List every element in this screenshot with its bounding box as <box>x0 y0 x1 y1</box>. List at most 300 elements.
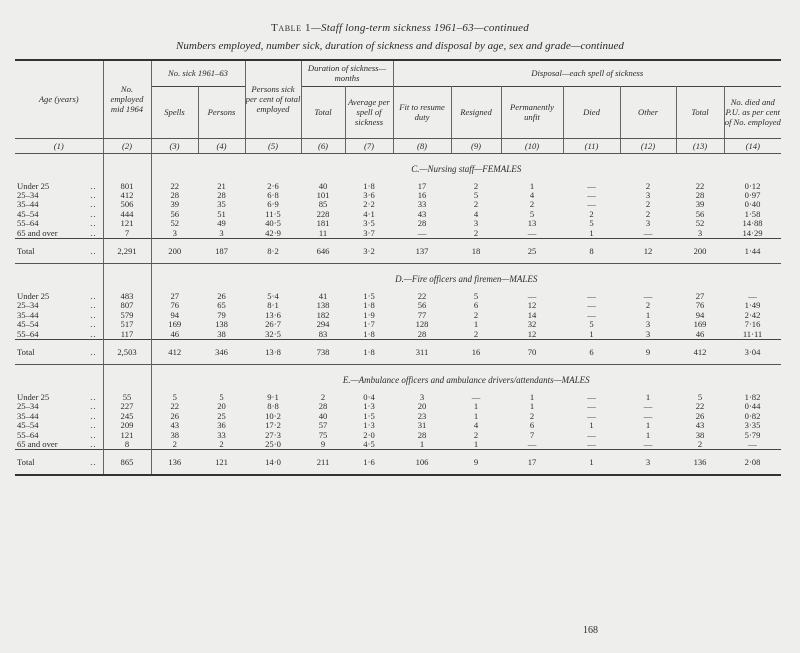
column-number: (4) <box>198 138 245 153</box>
total-value: 6 <box>563 339 620 364</box>
value-cell: 1 <box>473 411 479 421</box>
value-cell: 6·9 <box>267 200 279 210</box>
value-cell: 138 <box>316 301 330 311</box>
value-cell: 2 <box>473 329 479 339</box>
total-value: 14·0 <box>245 450 301 476</box>
table-row <box>15 421 781 430</box>
header-resigned: Resigned <box>451 86 501 138</box>
value-cell: 1 <box>645 430 651 440</box>
value-cell: 1 <box>473 402 479 412</box>
value-cell: 3 <box>419 392 425 402</box>
value-cell: 27 <box>170 291 180 301</box>
header-spells: Spells <box>151 86 198 138</box>
total-value: 136 <box>676 450 724 476</box>
section-title: D.—Fire officers and firemen—MALES <box>395 273 538 284</box>
value-cell: 26 <box>170 411 180 421</box>
value-cell: 94 <box>695 310 705 320</box>
age-cell: 65 and over .. <box>15 440 103 450</box>
total-label-text: Total <box>17 346 35 357</box>
value-cell: 2 <box>529 411 535 421</box>
value-cell: 1 <box>473 320 479 330</box>
value-cell: 2 <box>529 200 535 210</box>
section-title-row <box>15 263 781 284</box>
spacer-cell <box>103 385 151 393</box>
age-cell: 45–54 .. <box>15 320 103 329</box>
value-cell: 83 <box>318 329 328 339</box>
age-label: 45–54 <box>17 320 39 330</box>
header-disp-total: Total <box>676 86 724 138</box>
value-cell: 2·6 <box>267 181 279 191</box>
section-title: E.—Ambulance officers and ambulance drivers/attendants—MALES <box>342 374 590 385</box>
column-number: (1) <box>15 138 103 153</box>
header-total: Total <box>301 86 345 138</box>
column-number: (2) <box>103 138 151 153</box>
value-cell: 2 <box>645 301 651 311</box>
value-cell: — <box>587 301 596 311</box>
value-cell: 3 <box>645 219 651 229</box>
value-cell: 22 <box>170 402 180 412</box>
header-unfit: Permanently unfit <box>501 86 563 138</box>
value-cell: 57 <box>318 421 328 431</box>
header-persons: Persons <box>198 86 245 138</box>
age-label: 55–64 <box>17 430 39 440</box>
value-cell: 801 <box>103 182 151 191</box>
header-pct-sick: Persons sick per cent of total employed <box>245 60 301 138</box>
value-cell: 1·49 <box>744 301 761 311</box>
spacer-cell <box>103 174 151 182</box>
value-cell: 5·79 <box>744 430 761 440</box>
value-cell: 5 <box>219 392 224 402</box>
value-cell: 28 <box>318 402 328 412</box>
total-value: 187 <box>198 238 245 263</box>
value-cell: 56 <box>417 301 427 311</box>
value-cell: 444 <box>103 210 151 219</box>
total-value: 738 <box>301 339 345 364</box>
total-value: 3·2 <box>345 238 393 263</box>
spacer-cell <box>15 174 103 182</box>
spacer-cell <box>151 284 781 292</box>
value-cell: — <box>587 402 596 412</box>
section-title-row <box>15 153 781 174</box>
value-cell: 1 <box>529 181 535 191</box>
total-value: 121 <box>198 450 245 476</box>
value-cell: 32·5 <box>265 329 281 339</box>
age-cell: 45–54 .. <box>15 210 103 219</box>
value-cell: — <box>587 291 596 301</box>
value-cell: 6 <box>473 301 479 311</box>
total-value: 1·6 <box>345 450 393 476</box>
spacer-cell <box>103 284 151 292</box>
value-cell: 228 <box>316 209 330 219</box>
total-value: 412 <box>676 339 724 364</box>
value-cell: 2 <box>473 228 479 238</box>
spacer-cell <box>103 153 151 174</box>
value-cell: — <box>471 392 481 402</box>
value-cell: 245 <box>103 412 151 421</box>
value-cell: 14 <box>527 310 537 320</box>
spacer-row <box>15 284 781 292</box>
value-cell: 2 <box>473 181 479 191</box>
value-cell: 2 <box>645 181 651 191</box>
value-cell: 11·5 <box>265 209 281 219</box>
value-cell: 27·3 <box>265 430 281 440</box>
total-value: 346 <box>198 339 245 364</box>
header-fit: Fit to resume duty <box>393 86 451 138</box>
value-cell: 12 <box>527 329 537 339</box>
value-cell: 1·58 <box>744 209 761 219</box>
total-value: 16 <box>451 339 501 364</box>
spacer-cell <box>15 263 103 284</box>
value-cell: 14·88 <box>742 219 763 229</box>
value-cell: 12 <box>527 301 537 311</box>
value-cell: 1·9 <box>363 310 375 320</box>
value-cell: 26 <box>217 291 226 301</box>
value-cell: 3·5 <box>363 219 375 229</box>
column-number: (10) <box>501 138 563 153</box>
value-cell: — <box>587 440 596 449</box>
value-cell: 43 <box>417 209 427 219</box>
age-label: 45–54 <box>17 421 39 431</box>
age-label: 25–34 <box>17 190 39 200</box>
value-cell: 51 <box>217 209 226 219</box>
spacer-cell <box>103 263 151 284</box>
value-cell: 76 <box>170 301 180 311</box>
value-cell: 506 <box>103 200 151 209</box>
value-cell: 1·8 <box>363 181 375 191</box>
value-cell: 517 <box>103 320 151 329</box>
value-cell: — <box>527 228 537 238</box>
total-label: Total .. <box>15 450 103 476</box>
value-cell: 79 <box>217 310 226 320</box>
total-label-text: Total <box>17 245 35 256</box>
value-cell: 28 <box>417 329 427 339</box>
value-cell: 1 <box>589 421 594 431</box>
value-cell: 56 <box>170 209 180 219</box>
header-duration-group: Duration of sickness—months <box>301 60 393 86</box>
value-cell: 1 <box>645 392 651 402</box>
value-cell: 209 <box>103 421 151 430</box>
value-cell: — <box>748 440 757 449</box>
value-cell: — <box>643 228 653 238</box>
value-cell: 5 <box>697 392 703 402</box>
value-cell: 4 <box>473 421 479 431</box>
value-cell: 3·7 <box>363 228 375 238</box>
value-cell: 1·3 <box>363 402 375 412</box>
value-cell: 3 <box>645 320 651 330</box>
page-number: 168 <box>583 625 598 636</box>
total-value: 2,291 <box>103 238 151 263</box>
value-cell: 28 <box>170 190 180 200</box>
table-row <box>15 431 781 440</box>
value-cell: 8·8 <box>267 402 279 412</box>
column-number: (7) <box>345 138 393 153</box>
header-avg: Average per spell of sickness <box>345 86 393 138</box>
column-number: (14) <box>724 138 781 153</box>
header-disposal-group: Disposal—each spell of sickness <box>393 60 781 86</box>
header-died-pct: No. died and P.U. as per cent of No. employed <box>724 86 781 138</box>
total-value: 2,503 <box>103 339 151 364</box>
section-title: C.—Nursing staff—FEMALES <box>411 163 522 174</box>
value-cell: 25 <box>217 411 226 421</box>
value-cell: 13·6 <box>265 310 281 320</box>
value-cell: 1·5 <box>363 411 375 421</box>
value-cell: 4·5 <box>363 440 375 449</box>
total-value: 2·08 <box>724 450 781 476</box>
value-cell: 2 <box>320 392 326 402</box>
value-cell: 52 <box>695 219 705 229</box>
value-cell: 1·7 <box>363 320 375 330</box>
value-cell: — <box>643 411 653 421</box>
total-value: 412 <box>151 339 198 364</box>
value-cell: 42·9 <box>265 228 281 238</box>
value-cell: 38 <box>695 430 705 440</box>
column-number: (5) <box>245 138 301 153</box>
value-cell: 2·0 <box>363 430 375 440</box>
value-cell: 5 <box>473 190 479 200</box>
value-cell: 77 <box>417 310 427 320</box>
table-row <box>15 292 781 301</box>
section-title-row <box>15 364 781 385</box>
value-cell: 5 <box>473 291 479 301</box>
value-cell: — <box>643 440 653 449</box>
value-cell: 21 <box>217 181 226 191</box>
value-cell: — <box>587 200 596 210</box>
value-cell: 2·2 <box>363 200 375 210</box>
value-cell: 121 <box>103 431 151 440</box>
value-cell: 26·7 <box>265 320 281 330</box>
age-cell: 35–44 .. <box>15 200 103 209</box>
value-cell: 26 <box>695 411 705 421</box>
table-body <box>15 138 781 475</box>
value-cell: 4 <box>529 190 535 200</box>
age-label: 35–44 <box>17 411 39 421</box>
value-cell: 8 <box>103 440 151 450</box>
spacer-row <box>15 174 781 182</box>
value-cell: 25·0 <box>265 440 281 449</box>
value-cell: 0·4 <box>363 392 375 402</box>
value-cell: 2 <box>473 310 479 320</box>
value-cell: 3 <box>219 228 224 238</box>
total-value: 106 <box>393 450 451 476</box>
header-other: Other <box>620 86 676 138</box>
age-cell: 25–34 .. <box>15 301 103 310</box>
table-row <box>15 301 781 310</box>
total-value: 311 <box>393 339 451 364</box>
value-cell: 28 <box>417 219 427 229</box>
value-cell: 32 <box>527 320 537 330</box>
value-cell: 27 <box>695 291 705 301</box>
value-cell: 182 <box>316 310 330 320</box>
table-title-text: —Staff long-term sickness 1961–63—continued <box>311 22 529 34</box>
total-value: 18 <box>451 238 501 263</box>
value-cell: 4·1 <box>363 209 375 219</box>
value-cell: 20 <box>417 402 427 412</box>
table-row <box>15 311 781 320</box>
age-label: Under 25 <box>17 181 50 191</box>
total-value: 8·2 <box>245 238 301 263</box>
table-row <box>15 320 781 329</box>
value-cell: 1 <box>589 329 594 339</box>
age-label: 45–54 <box>17 209 39 219</box>
value-cell: 2 <box>645 209 651 219</box>
value-cell: 0·44 <box>744 402 761 412</box>
total-row <box>15 339 781 364</box>
table-row <box>15 402 781 411</box>
spacer-cell <box>15 153 103 174</box>
value-cell: 55 <box>103 393 151 402</box>
column-number: (8) <box>393 138 451 153</box>
value-cell: 121 <box>103 219 151 228</box>
sickness-table <box>15 59 781 476</box>
table-title <box>0 22 800 34</box>
value-cell: 2 <box>645 200 651 210</box>
total-value: 211 <box>301 450 345 476</box>
value-cell: 5 <box>529 209 535 219</box>
age-cell: 55–64 .. <box>15 219 103 228</box>
value-cell: — <box>587 430 596 440</box>
value-cell: — <box>417 228 427 238</box>
total-value: 9 <box>620 339 676 364</box>
value-cell: 1 <box>529 392 535 402</box>
total-value: 200 <box>151 238 198 263</box>
total-value: 3·04 <box>724 339 781 364</box>
value-cell: — <box>527 291 537 301</box>
value-cell: 11·11 <box>742 329 763 339</box>
age-cell: Under 25 .. <box>15 292 103 301</box>
spacer-cell <box>151 174 781 182</box>
value-cell: — <box>587 190 596 200</box>
value-cell: — <box>748 291 757 301</box>
value-cell: 169 <box>693 320 707 330</box>
age-label: 65 and over <box>17 228 58 238</box>
value-cell: 85 <box>318 200 328 210</box>
value-cell: 20 <box>217 402 226 412</box>
value-cell: 0·40 <box>744 200 761 210</box>
value-cell: 17·2 <box>265 421 281 431</box>
value-cell: 2 <box>473 200 479 210</box>
table-subtitle: Numbers employed, number sick, duration of sickness and disposal by age, sex and grade—continued <box>176 40 624 52</box>
value-cell: — <box>587 310 596 320</box>
value-cell: 0·97 <box>744 190 761 200</box>
age-label: 55–64 <box>17 329 39 339</box>
value-cell: 807 <box>103 301 151 310</box>
value-cell: 39 <box>170 200 180 210</box>
value-cell: — <box>643 291 653 301</box>
value-cell: 1 <box>473 440 479 449</box>
table-row <box>15 182 781 191</box>
value-cell: 3 <box>645 329 651 339</box>
value-cell: 38 <box>217 329 226 339</box>
age-label: 35–44 <box>17 200 39 210</box>
value-cell: 2·42 <box>744 310 761 320</box>
age-label: Under 25 <box>17 392 50 402</box>
total-value: 1·8 <box>345 339 393 364</box>
header-died: Died <box>563 86 620 138</box>
age-label: Under 25 <box>17 291 50 301</box>
value-cell: 75 <box>318 430 328 440</box>
total-value: 25 <box>501 238 563 263</box>
value-cell: 5 <box>589 320 594 330</box>
value-cell: 28 <box>217 190 226 200</box>
value-cell: 3 <box>697 228 703 238</box>
value-cell: 94 <box>170 310 180 320</box>
total-value: 8 <box>563 238 620 263</box>
value-cell: 227 <box>103 402 151 411</box>
header-employed: No. employed mid 1964 <box>103 60 151 138</box>
value-cell: 1·8 <box>363 329 375 339</box>
table-row <box>15 191 781 200</box>
header-age: Age (years) <box>15 60 103 138</box>
value-cell: 76 <box>695 301 705 311</box>
value-cell: 11 <box>318 228 328 238</box>
value-cell: 1 <box>645 310 651 320</box>
value-cell: 56 <box>695 209 705 219</box>
value-cell: 5·4 <box>267 291 279 301</box>
age-cell: 55–64 .. <box>15 431 103 440</box>
value-cell: 169 <box>168 320 182 330</box>
total-value: 70 <box>501 339 563 364</box>
value-cell: 46 <box>170 329 180 339</box>
value-cell: 2 <box>589 209 594 219</box>
value-cell: 138 <box>215 320 228 330</box>
value-cell: 117 <box>103 330 151 340</box>
value-cell: 579 <box>103 311 151 320</box>
table-row <box>15 200 781 209</box>
total-value: 17 <box>501 450 563 476</box>
total-value: 1 <box>563 450 620 476</box>
total-value: 12 <box>620 238 676 263</box>
age-cell: 25–34 .. <box>15 402 103 411</box>
value-cell: 1·8 <box>363 301 375 311</box>
value-cell: 28 <box>417 430 427 440</box>
value-cell: 33 <box>217 430 226 440</box>
value-cell: 41 <box>318 291 328 301</box>
value-cell: 9 <box>320 440 326 449</box>
value-cell: 13 <box>527 219 537 229</box>
value-cell: 128 <box>415 320 429 330</box>
total-value: 13·8 <box>245 339 301 364</box>
age-label: 25–34 <box>17 301 39 311</box>
value-cell: — <box>643 402 653 412</box>
total-value: 646 <box>301 238 345 263</box>
total-value: 137 <box>393 238 451 263</box>
value-cell: 43 <box>170 421 180 431</box>
table-title-prefix: Table 1 <box>271 22 312 34</box>
value-cell: — <box>587 392 596 402</box>
value-cell: 1·82 <box>744 392 761 402</box>
value-cell: 7 <box>529 430 535 440</box>
column-number: (11) <box>563 138 620 153</box>
value-cell: 22 <box>417 291 427 301</box>
value-cell: 1 <box>419 440 425 449</box>
value-cell: 7·16 <box>744 320 761 330</box>
value-cell: 2 <box>172 440 177 449</box>
value-cell: 1·5 <box>363 291 375 301</box>
total-row <box>15 450 781 476</box>
age-label: 55–64 <box>17 219 39 229</box>
value-cell: 1 <box>529 402 535 412</box>
total-value: 865 <box>103 450 151 476</box>
spacer-cell <box>15 364 103 385</box>
age-label: 65 and over <box>17 440 58 449</box>
age-label: 25–34 <box>17 402 39 412</box>
value-cell: 3·6 <box>363 190 375 200</box>
total-value: 200 <box>676 238 724 263</box>
value-cell: 22 <box>170 181 180 191</box>
table-row <box>15 219 781 228</box>
value-cell: 3 <box>645 190 651 200</box>
value-cell: 2 <box>697 440 703 449</box>
